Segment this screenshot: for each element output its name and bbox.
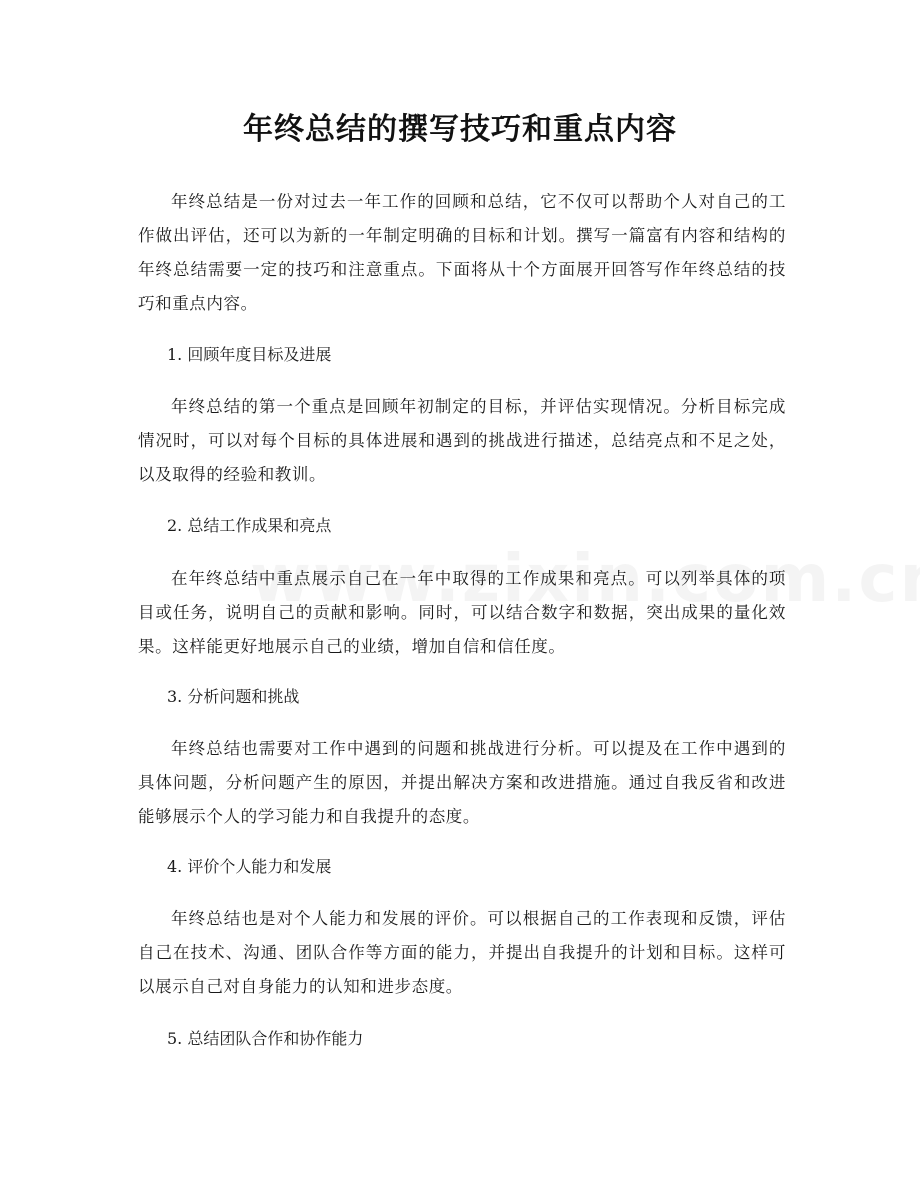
section-body-3: 年终总结也需要对工作中遇到的问题和挑战进行分析。可以提及在工作中遇到的具体问题，分析问题产生的原因，并提出解决方案和改进措施。通过自我反省和改进能够展示个人的学习能力和自我提升的态度。 xyxy=(138,739,786,826)
section-heading-3: 3. 分析问题和挑战 xyxy=(167,687,300,706)
section-body-1: 年终总结的第一个重点是回顾年初制定的目标，并评估实现情况。分析目标完成情况时，可以对每个目标的具体进展和遇到的挑战进行描述，总结亮点和不足之处，以及取得的经验和教训。 xyxy=(138,397,786,484)
intro-paragraph: 年终总结是一份对过去一年工作的回顾和总结，它不仅可以帮助个人对自己的工作做出评估，还可以为新的一年制定明确的目标和计划。撰写一篇富有内容和结构的年终总结需要一定的技巧和注意重点。下面将从十个方面展开回答写作年终总结的技巧和重点内容。 xyxy=(138,192,786,313)
section-heading-5: 5. 总结团队合作和协作能力 xyxy=(167,1029,364,1048)
section-body-2: 在年终总结中重点展示自己在一年中取得的工作成果和亮点。可以列举具体的项目或任务，说明自己的贡献和影响。同时，可以结合数字和数据，突出成果的量化效果。这样能更好地展示自己的业绩，增加自信和信任度。 xyxy=(138,569,786,656)
section-heading-2: 2. 总结工作成果和亮点 xyxy=(167,516,332,535)
document-title: 年终总结的撰写技巧和重点内容 xyxy=(243,112,677,147)
section-body-4: 年终总结也是对个人能力和发展的评价。可以根据自己的工作表现和反馈，评估自己在技术、沟通、团队合作等方面的能力，并提出自我提升的计划和目标。这样可以展示自己对自身能力的认知和进步态度。 xyxy=(138,909,786,996)
section-heading-1: 1. 回顾年度目标及进展 xyxy=(167,345,332,364)
section-heading-4: 4. 评价个人能力和发展 xyxy=(167,857,332,876)
